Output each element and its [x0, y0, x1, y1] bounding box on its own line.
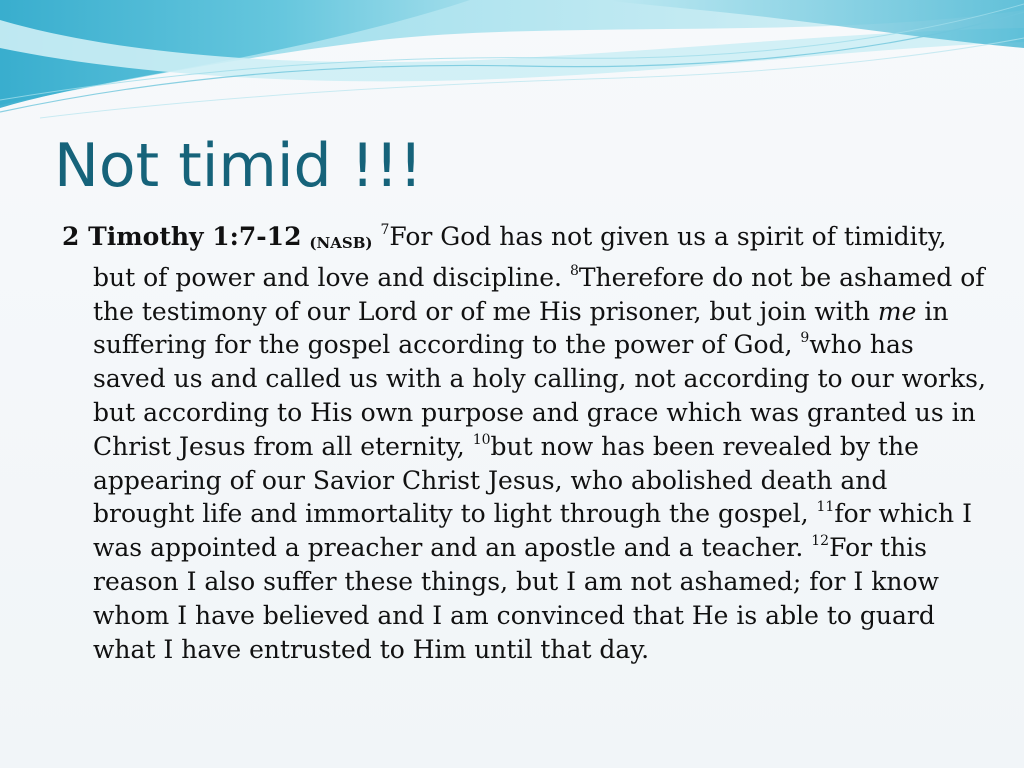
verse-number-8: 8	[569, 262, 579, 279]
wave-decoration	[0, 0, 1024, 130]
verse-7-text: For God has not given us a spirit of timidity, but of power and love and discipline.	[93, 222, 947, 292]
verse-number-10: 10	[472, 431, 491, 448]
slide-title: Not timid !!!	[54, 131, 423, 201]
verse-11-text: for which I was appointed a preacher and an apostle and a teacher.	[93, 499, 972, 563]
verse-9-text: who has saved us and called us with a holy calling, not according to our works, but according to His own purpose and grace which was granted us in Christ Jesus from all eternity,	[93, 330, 986, 461]
bible-version: (NASB)	[309, 234, 373, 252]
verse-number-7: 7	[380, 222, 390, 238]
verse-number-11: 11	[816, 499, 835, 516]
verse-8-text-start: Therefore do not be ashamed of the testimony of our Lord or of me His prisoner, but join with	[93, 262, 985, 326]
verse-number-9: 9	[800, 330, 810, 347]
verse-12-text: For this reason I also suffer these things, but I am not ashamed; for I know whom I have believed and I am convinced that He is able to guard what I have entrusted to Him until that day.	[93, 533, 939, 664]
verse-8-emphasis: me	[877, 296, 917, 326]
verse-10-text: but now has been revealed by the appearing of our Savior Christ Jesus, who abolished death and brought life and immortality to light through the gospel,	[93, 431, 919, 529]
verse-number-12: 12	[811, 533, 830, 550]
verse-8-text-end: in suffering for the gospel according to the power of God,	[93, 296, 949, 360]
scripture-passage	[62, 220, 993, 666]
scripture-reference: 2 Timothy 1:7-12	[62, 222, 302, 251]
